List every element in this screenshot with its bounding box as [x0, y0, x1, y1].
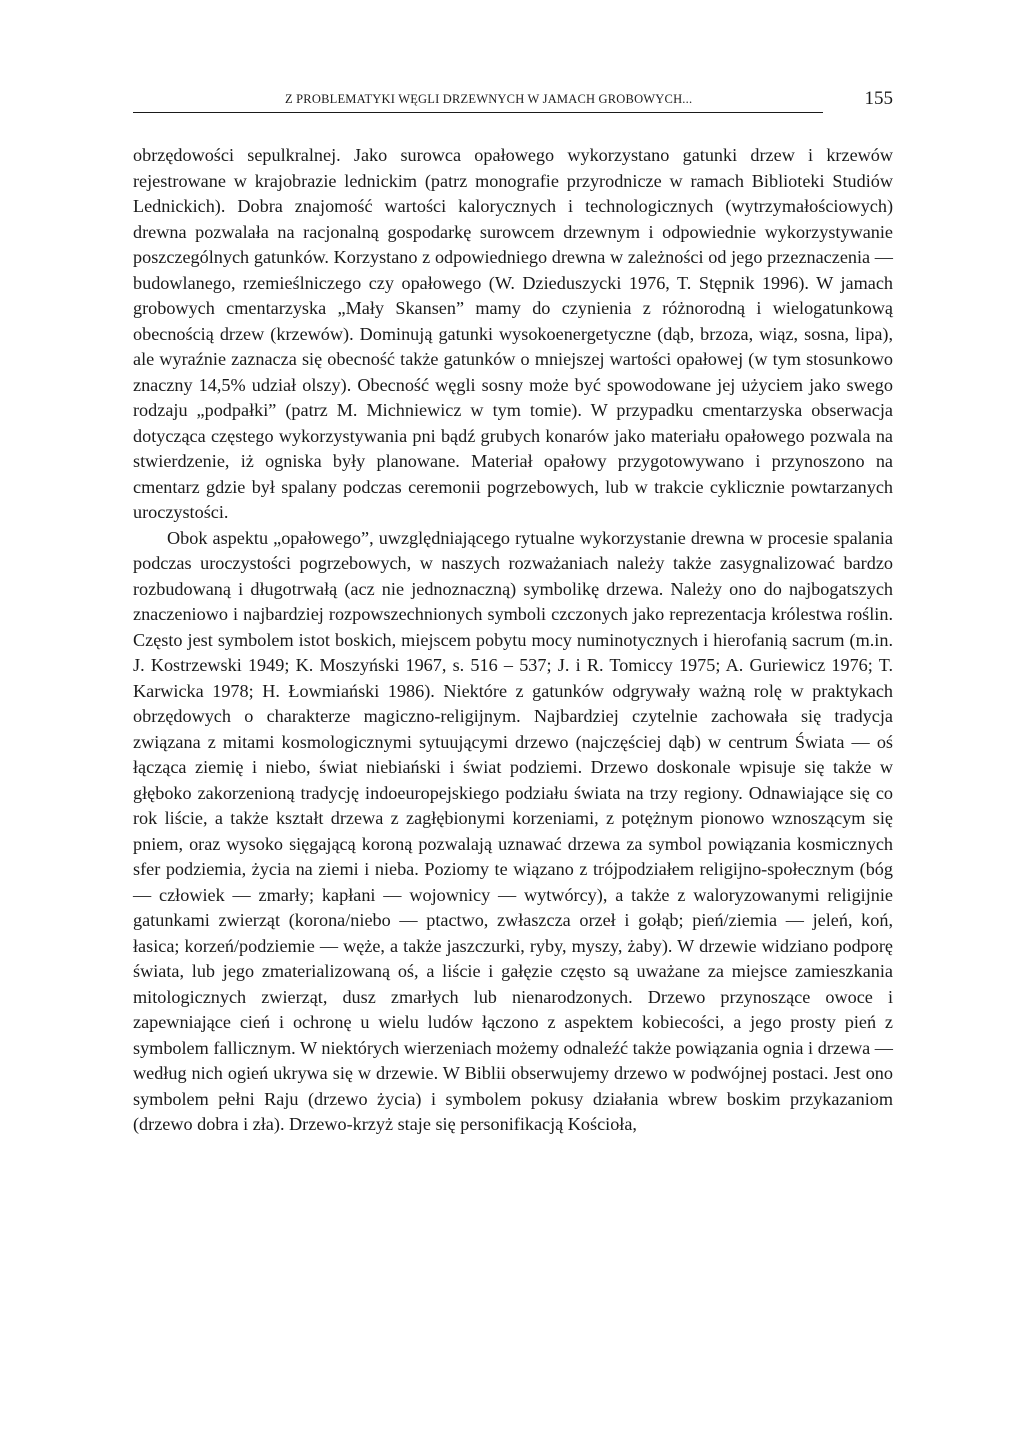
paragraph-2: Obok aspektu „opałowego”, uwzględniającego rytualne wykorzystanie drewna w procesie spalania podczas uroczystości pogrzebowych, w naszych rozważaniach należy także zasygnalizować bardzo rozbudowaną i długotrwałą (acz nie jednoznaczną) symbolikę drzewa. Należy ono do najbogatszych znaczeniowo i najbardziej rozpowszechnionych symboli czczonych jako reprezentacja królestwa roślin. Często jest symbolem istot boskich, miejscem pobytu mocy numinotycznych i hierofanią sacrum (m.in. J. Kostrzewski 1949; K. Moszyński 1967, s. 516 – 537; J. i R. Tomiccy 1975; A. Guriewicz 1976; T. Karwicka 1978; H. Łowmiański 1986). Niektóre z gatunków odgrywały ważną rolę w praktykach obrzędowych o charakterze magiczno-religijnym. Najbardziej czytelnie zachowała się tradycja związana z mitami kosmologicznymi sytuującymi drzewo (najczęściej dąb) w centrum Świata — oś łącząca ziemię i niebo, świat niebiański i świat podziemi. Drzewo doskonale wpisuje się także w głęboko zakorzenioną tradycję indoeuropejskiego podziału świata na trzy regiony. Odnawiające się co rok liście, a także kształt drzewa z zagłębionymi korzeniami, z potężnym pionowo wznoszącym się pniem, oraz wysoko sięgającą koroną pozwalają uznawać drzewa za symbol powiązania kosmicznych sfer podziemia, życia na ziemi i nieba. Poziomy te wiązano z trójpodziałem religijno-społecznym (bóg — człowiek — zmarły; kapłani — wojownicy — wytwórcy), a także z waloryzowanymi religijnie gatunkami zwierząt (korona/niebo — ptactwo, zwłaszcza orzeł i gołąb; pień/ziemia — jeleń, koń, łasica; korzeń/podziemie — węże, a także jaszczurki, ryby, myszy, żaby). W drzewie widziano podporę świata, lub jego zmaterializowaną oś, a liście i gałęzie często są uważane za miejsce zamieszkania mitologicznych zwierząt, dusz zmarłych lub nienarodzonych. Drzewo przynoszące owoce i zapewniające cień i ochronę u wielu ludów łączono z aspektem kobiecości, a jego prosty pień z symbolem fallicznym. W niektórych wierzeniach możemy odnaleźć także powiązania ognia i drzewa — według nich ogień ukrywa się w drzewie. W Biblii obserwujemy drzewo w podwójnej postaci. Jest ono symbolem pełni Raju (drzewo życia) i symbolem pokusy działania wbrew boskim przykazaniom (drzewo dobra i zła). Drzewo-krzyż staje się personifikacją Kościoła, — [133, 527, 893, 1134]
paragraph-1: obrzędowości sepulkralnej. Jako surowca opałowego wykorzystano gatunki drzew i krzewów rejestrowane w krajobrazie lednickim (patrz monografie przyrodnicze w ramach Biblioteki Studiów Lednickich). Dobra znajomość wartości kalorycznych i technologicznych (wytrzymałościowych) drewna pozwalała na racjonalną gospodarkę surowcem drzewnym i odpowiednie wykorzystywanie poszczególnych gatunków. Korzystano z odpowiedniego drewna w zależności od jego przeznaczenia — budowlanego, rzemieślniczego czy opałowego (W. Dzieduszycki 1976, T. Stępnik 1996). W jamach grobowych cmentarzyska „Mały Skansen” mamy do czynienia z różnorodną i wielogatunkową obecnością drzew (krzewów). Dominują gatunki wysokoenergetyczne (dąb, brzoza, wiąz, sosna, lipa), ale wyraźnie zaznacza się obecność także gatunków o mniejszej wartości opałowej (w tym stosunkowo znaczny 14,5% udział olszy). Obecność węgli sosny może być spowodowane jej użyciem jako swego rodzaju „podpałki” (patrz M. Michniewicz w tym tomie). W przypadku cmentarzyska obserwacja dotycząca częstego wykorzystywania pni bądź grubych konarów jako materiału opałowego pozwala na stwierdzenie, iż ogniska były planowane. Materiał opałowy przygotowywano i przynoszono na cmentarz gdzie był spalany podczas ceremonii pogrzebowych, lub w trakcie cyklicznie powtarzanych uroczystości. — [133, 145, 893, 522]
header-rule — [133, 112, 823, 113]
page-number: 155 — [864, 88, 893, 109]
body-text — [133, 143, 893, 1138]
running-header — [133, 88, 893, 118]
running-title: Z PROBLEMATYKI WĘGLI DRZEWNYCH W JAMACH GROBOWYCH... — [285, 92, 693, 106]
